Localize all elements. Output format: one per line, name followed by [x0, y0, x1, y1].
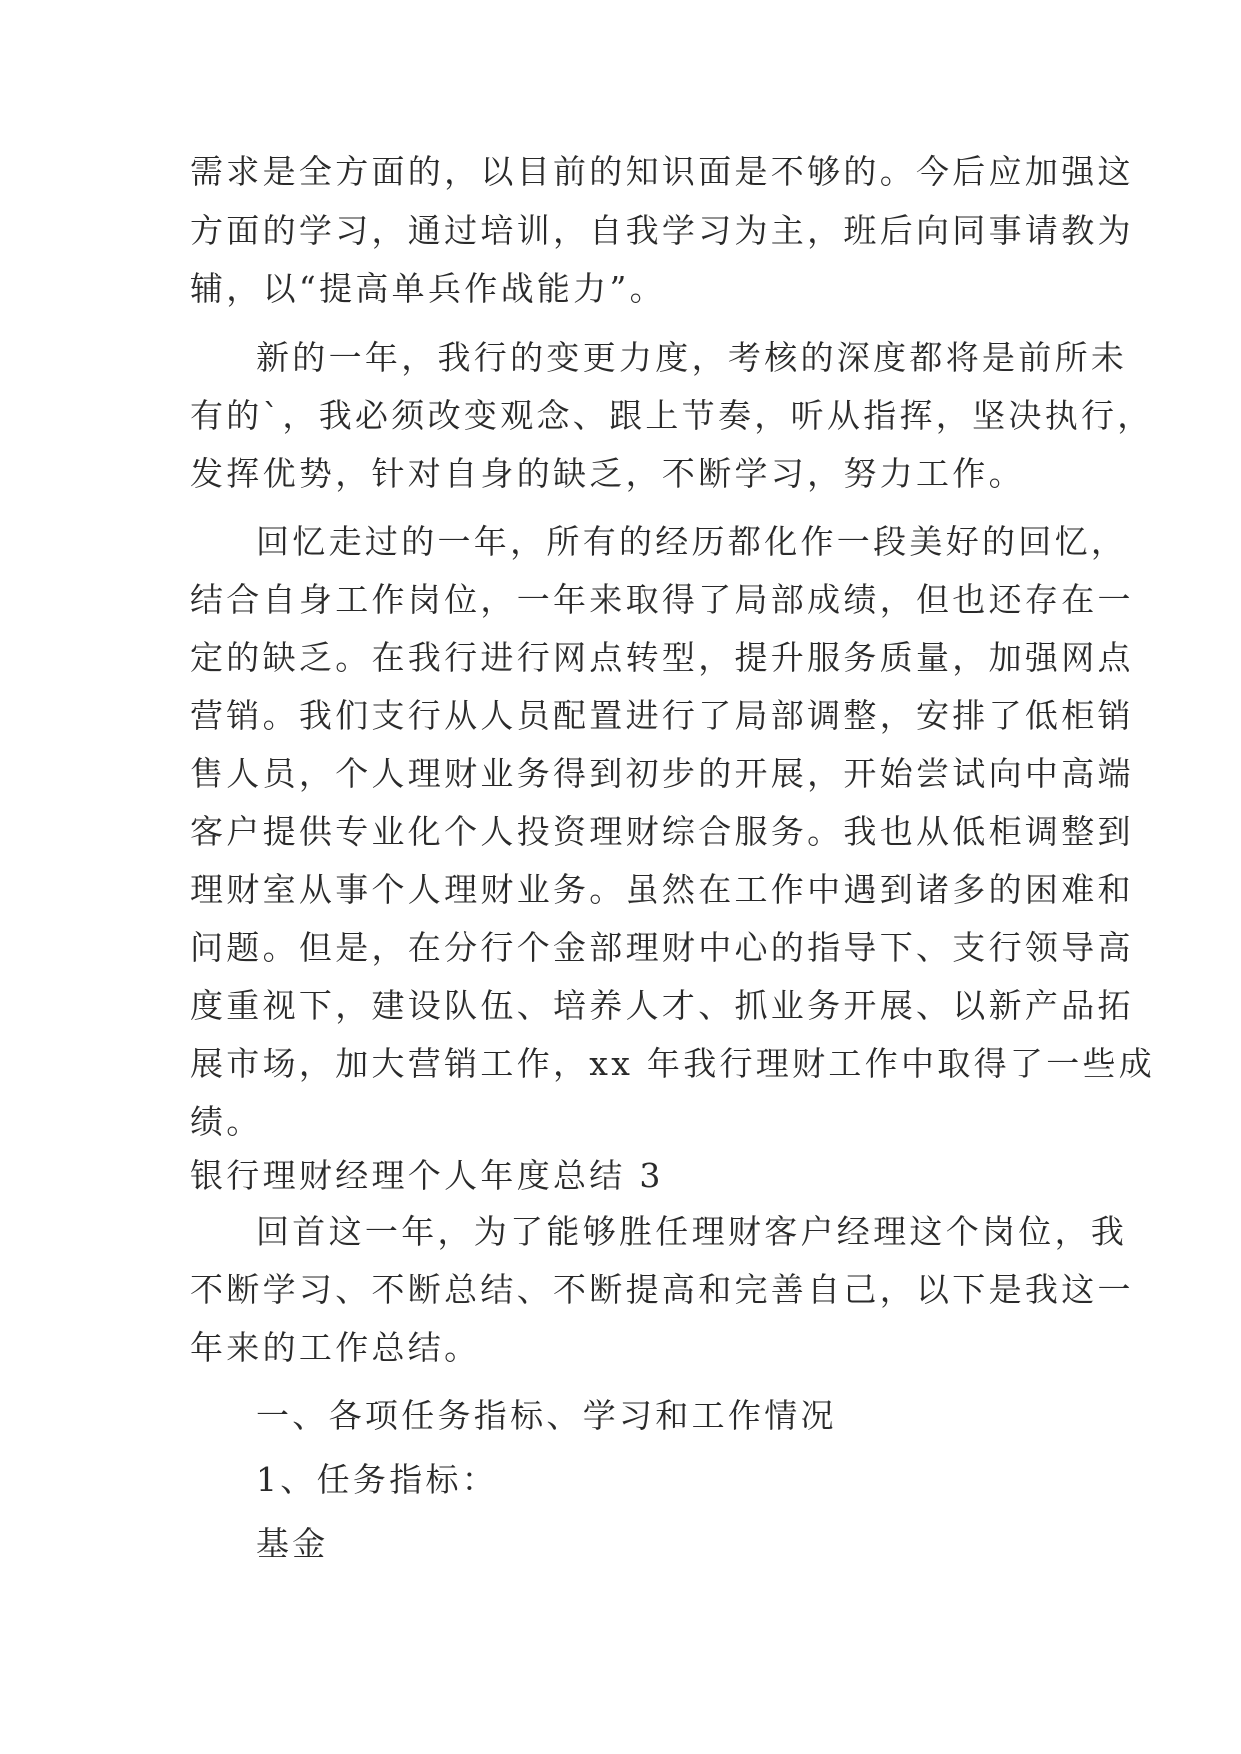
list-item-label: 1、任务指标：	[256, 1460, 499, 1499]
subheading: 一、各项任务指标、学习和工作情况	[256, 1396, 837, 1435]
text-line: 客户提供专业化个人投资理财综合服务。我也从低柜调整到	[190, 812, 1134, 851]
paragraph-start: 回忆走过的一年，所有的经历都化作一段美好的回忆，	[256, 522, 1128, 561]
text-line: 基金	[256, 1524, 329, 1563]
text-line: 年来的工作总结。	[190, 1328, 481, 1367]
text-line: 问题。但是，在分行个金部理财中心的指导下、支行领导高	[190, 928, 1134, 967]
text-line: 需求是全方面的，以目前的知识面是不够的。今后应加强这	[190, 152, 1134, 191]
paragraph-start: 回首这一年，为了能够胜任理财客户经理这个岗位，我	[256, 1212, 1128, 1251]
text-line: 不断学习、不断总结、不断提高和完善自己，以下是我这一	[190, 1270, 1134, 1309]
text-line: 理财室从事个人理财业务。虽然在工作中遇到诸多的困难和	[190, 870, 1134, 909]
text-line: 度重视下，建设队伍、培养人才、抓业务开展、以新产品拓	[190, 986, 1134, 1025]
text-line: 方面的学习，通过培训，自我学习为主，班后向同事请教为	[190, 211, 1134, 250]
text-line: 辅，以“提高单兵作战能力”。	[190, 269, 666, 308]
text-line: 营销。我们支行从人员配置进行了局部调整，安排了低柜销	[190, 696, 1134, 735]
text-line: 发挥优势，针对自身的缺乏，不断学习，努力工作。	[190, 454, 1025, 493]
text-line: 结合自身工作岗位，一年来取得了局部成绩，但也还存在一	[190, 580, 1134, 619]
text-line: 有的`，我必须改变观念、跟上节奏，听从指挥，坚决执行，	[190, 396, 1154, 435]
text-line: 绩。	[190, 1102, 263, 1141]
section-heading: 银行理财经理个人年度总结 3	[190, 1156, 664, 1195]
text-line: 售人员，个人理财业务得到初步的开展，开始尝试向中高端	[190, 754, 1134, 793]
paragraph-start: 新的一年，我行的变更力度，考核的深度都将是前所未	[256, 338, 1128, 377]
text-line: 展市场，加大营销工作，xx 年我行理财工作中取得了一些成	[190, 1044, 1156, 1083]
text-line: 定的缺乏。在我行进行网点转型，提升服务质量，加强网点	[190, 638, 1134, 677]
